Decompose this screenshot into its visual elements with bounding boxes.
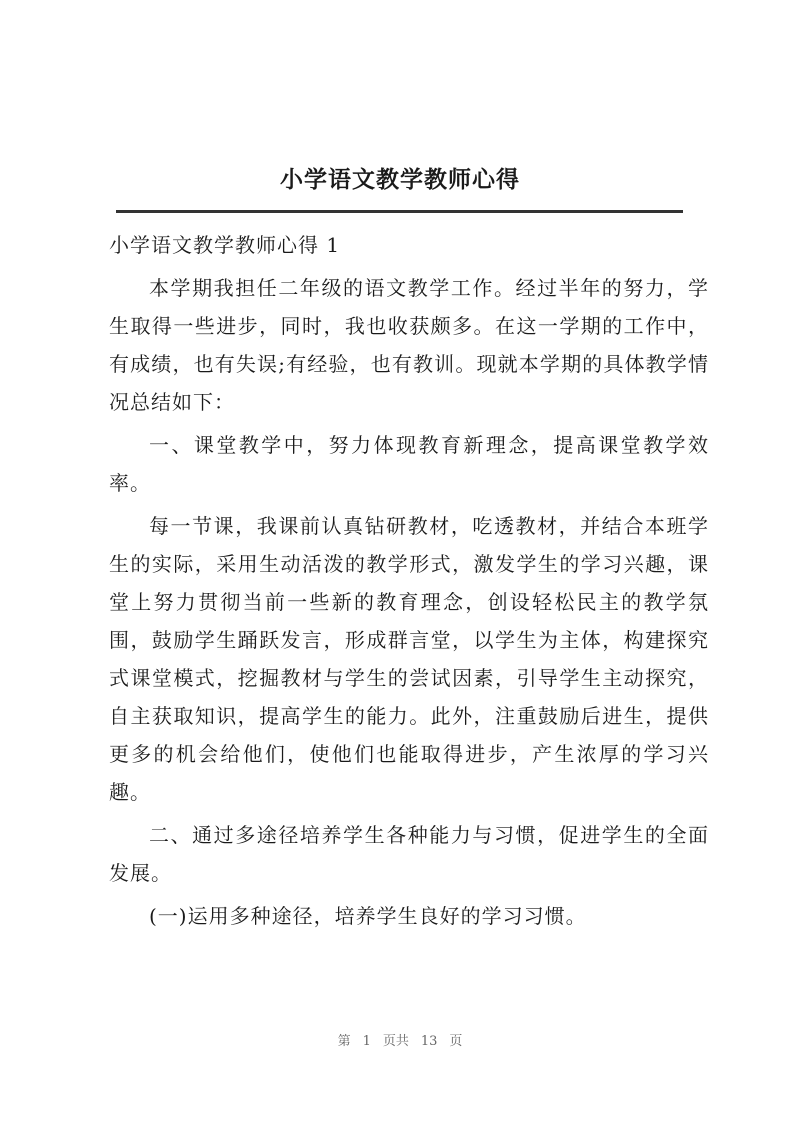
paragraph-intro: 本学期我担任二年级的语文教学工作。经过半年的努力，学生取得一些进步，同时，我也收获颇多。在这一学期的工作中，有成绩，也有失误;有经验，也有教训。现就本学期的具体教学情况总结如下： — [109, 276, 709, 414]
paragraph-point-two: 二、通过多途径培养学生各种能力与习惯，促进学生的全面发展。 — [109, 823, 709, 885]
paragraph-classroom: 每一节课，我课前认真钻研教材，吃透教材，并结合本班学生的实际，采用生动活泼的教学形式，激发学生的学习兴趣，课堂上努力贯彻当前一些新的教育理念，创设轻松民主的教学氛围，鼓励学生踊跃发言，形成群言堂，以学生为主体，构建探究式课堂模式，挖掘教材与学生的尝试因素，引导学生主动探究，自主获取知识，提高学生的能力。此外，注重鼓励后进生，提供更多的机会给他们，使他们也能取得进步，产生浓厚的学习兴趣。 — [109, 514, 709, 804]
footer-total-pages: 13 — [420, 1034, 438, 1049]
title-divider — [116, 210, 683, 213]
section-heading: 小学语文教学教师心得 1 — [109, 233, 341, 257]
footer-page-unit: 页共 — [382, 1034, 409, 1049]
footer-total-unit: 页 — [449, 1034, 463, 1049]
paragraph-subpoint-one: (一)运用多种途径，培养学生良好的学习习惯。 — [149, 904, 587, 928]
paragraph-point-one: 一、课堂教学中，努力体现教育新理念，提高课堂教学效率。 — [109, 433, 709, 495]
footer-page-number: 1 — [362, 1034, 371, 1049]
footer-page-label: 第 — [337, 1034, 351, 1049]
page-footer — [0, 1030, 800, 1049]
document-title: 小学语文教学教师心得 — [280, 166, 520, 193]
document-body — [109, 226, 709, 940]
